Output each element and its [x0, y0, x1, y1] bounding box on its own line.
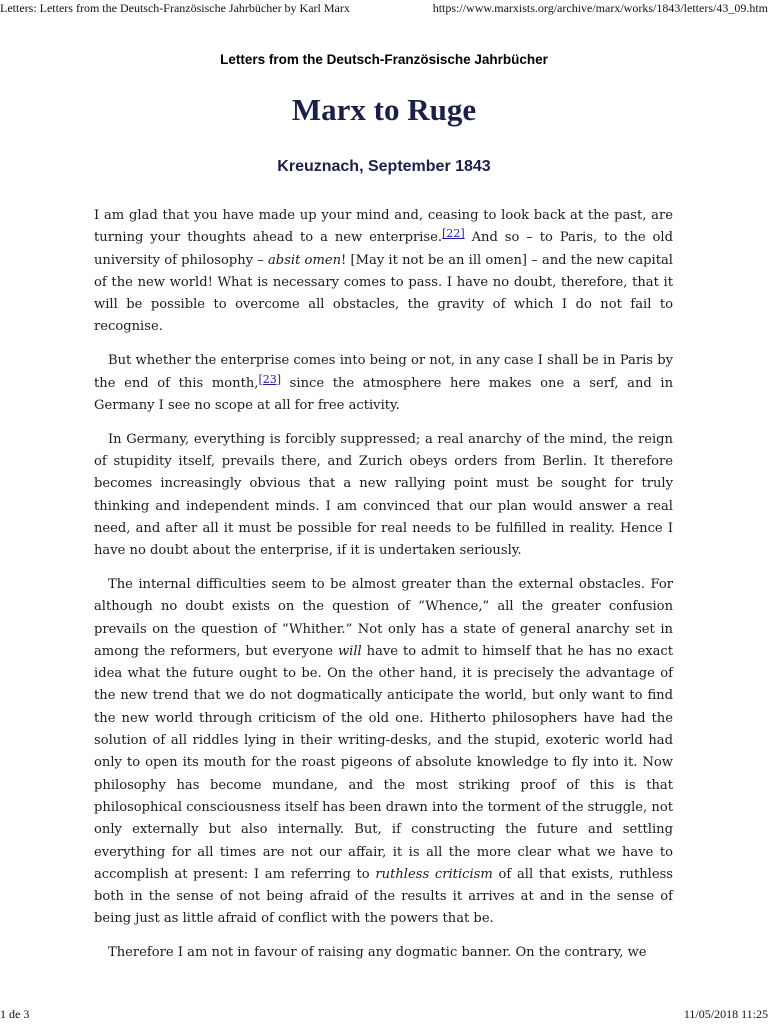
paragraph-3: In Germany, everything is forcibly suppressed; a real anarchy of the mind, the reign of stupidity itself, prevails there, and Zurich obeys orders from Berlin. It therefore becomes increasingly obvious that a new rallying point must be sought for truly thinking and independent minds. I am convinced that our plan would answer a real need, and after all it must be possible for real needs to be fulfilled in reality. Hence I have no doubt about the enterprise, if it is undertaken seriously.: [94, 431, 673, 559]
paragraph-5: Therefore I am not in favour of raising any dogmatic banner. On the contrary, we: [108, 945, 647, 961]
emphasis-ruthless-criticism: ruthless criticism: [375, 866, 493, 882]
print-header: [0, 0, 768, 16]
print-page-count: 1 de 3: [0, 1007, 30, 1021]
paragraph-1: I am glad that you have made up your mind and, ceasing to look back at the past, are turning your thoughts ahead to a new enterprise.[22] And so – to Paris, to the old university of philosophy – absit omen! [May it not be an ill omen] – and the new capital of the new world! What is necessary comes to pass. I have no doubt, therefore, that it will be possible to overcome all obstacles, the gravity of which I do not fail to recognise.: [94, 208, 673, 335]
page-title: Marx to Ruge: [291, 92, 477, 127]
footnote-link-23[interactable]: [23]: [258, 372, 282, 386]
paragraph-4: The internal difficulties seem to be almost greater than the external obstacles. For although no doubt exists on the question of “Whence,” all the greater confusion prevails on the question of “Whither.” Not only has a state of general anarchy set in among the reformers, but everyone will have to admit to himself that he has no exact idea what the future ought to be. On the other hand, it is precisely the advantage of the new trend that we do not dogmatically anticipate the world, but only want to find the new world through criticism of the old one. Hitherto philosophers have had the solution of all riddles lying in their writing-desks, and the stupid, exoteric world had only to open its mouth for the roast pigeons of absolute knowledge to fly into it. Now philosophy has become mundane, and the most striking proof of this is that philosophical consciousness itself has been drawn into the torment of the struggle, not only externally but also internally. But, if constructing the future and settling everything for all times are not our affair, it is all the more clear what we have to accomplish at present: I am referring to ruthless criticism of all that exists, ruthless both in the sense of not being afraid of the results it arrives at and in the sense of being just as little afraid of conflict with the powers that be.: [94, 576, 674, 927]
letter-place-date: Kreuznach, September 1843: [277, 158, 491, 175]
print-datetime: 11/05/2018 11:25: [683, 1007, 768, 1021]
print-url: https://www.marxists.org/archive/marx/works/1843/letters/43_09.htm: [432, 1, 768, 15]
letter-body: [94, 205, 673, 976]
emphasis-will: will: [337, 643, 362, 659]
footnote-link-22[interactable]: [22]: [442, 227, 465, 241]
paragraph-2: But whether the enterprise comes into being or not, in any case I shall be in Paris by the end of this month,[23] since the atmosphere here makes one a serf, and in Germany I see no scope at all for free activity.: [94, 353, 674, 413]
emphasis-absit-omen: absit omen: [268, 252, 342, 268]
print-page-title: Letters: Letters from the Deutsch-Französische Jahrbücher by Karl Marx: [0, 1, 350, 15]
series-title: Letters from the Deutsch-Französische Jahrbücher: [220, 52, 548, 67]
print-footer: [0, 1008, 768, 1024]
